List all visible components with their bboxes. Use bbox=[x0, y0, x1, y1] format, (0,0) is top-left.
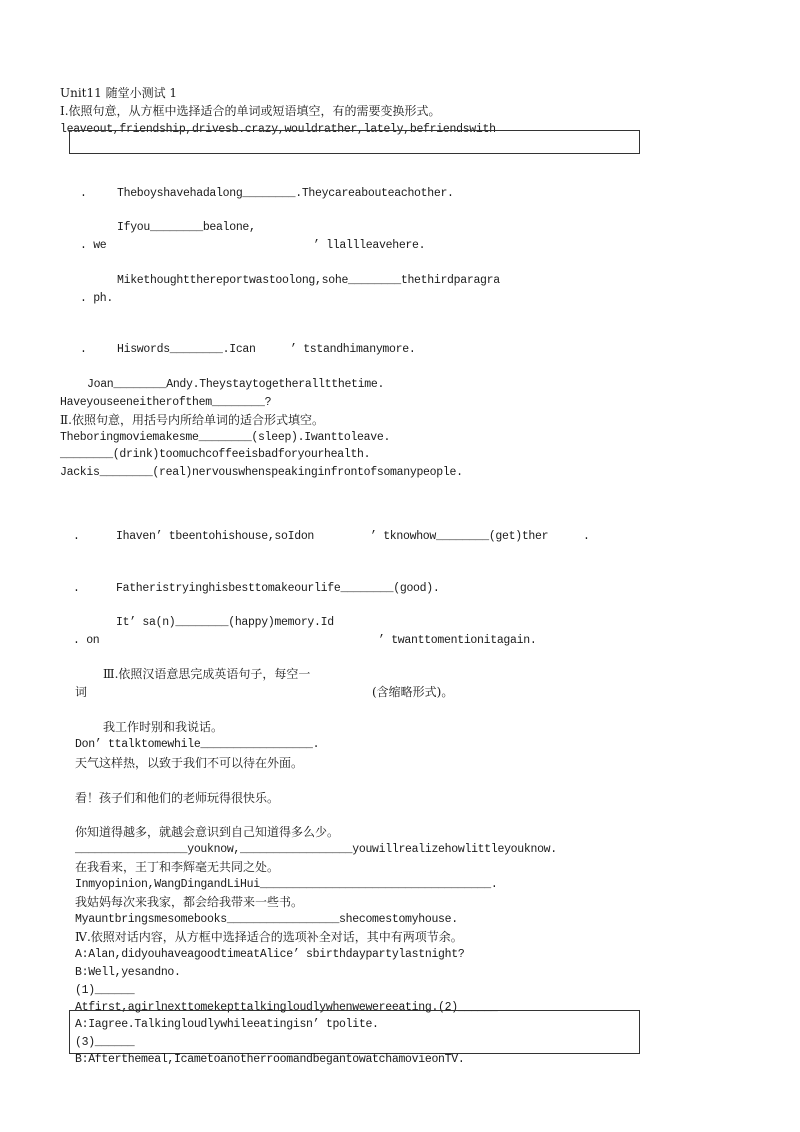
s3-q4-chinese: 你知道得越多，就越会意识到自己知道得多么少。 bbox=[75, 825, 340, 839]
s1-q6-text: Haveyouseeneitherofthem________? bbox=[60, 396, 272, 409]
s1-q4-text: Hiswords________.Ican bbox=[117, 343, 256, 356]
s2-q1-text: Theboringmoviemakesme________(sleep).Iwanttoleave. bbox=[60, 431, 391, 444]
s3-q6-english: Myauntbringsmesomebooks_________________shecomestomyhouse. bbox=[75, 913, 458, 926]
s2-q4-text: Ihaven’ tbeentohishouse,soIdon bbox=[116, 530, 315, 543]
page-title: Unit11 随堂小测试 1 bbox=[60, 86, 178, 100]
section1-heading: Ⅰ.依照句意，从方框中选择适合的单词或短语填空，有的需要变换形式。 bbox=[60, 104, 441, 118]
section4-heading: Ⅳ.依照对话内容，从方框中选择适合的选项补全对话，其中有两项节余。 bbox=[75, 930, 463, 944]
s1-q2-continuation: ’ llallleavehere. bbox=[313, 239, 426, 252]
section3-heading-note: (含缩略形式)。 bbox=[372, 685, 454, 699]
s1-q1-number: . bbox=[80, 187, 87, 200]
dialog-line-5: A:Iagree.Talkingloudlywhileeatingisn’ tpolite. bbox=[75, 1018, 379, 1031]
dialog-options-box bbox=[69, 1010, 640, 1054]
s1-q1-text: Theboyshavehadalong________.Theycareabouteachother. bbox=[117, 187, 454, 200]
s1-q2-text: Ifyou________bealone, bbox=[117, 221, 256, 234]
s1-q2-number: . we bbox=[80, 239, 107, 252]
s2-q3-text: Jackis________(real)nervouswhenspeakinginfrontofsomanypeople. bbox=[60, 466, 463, 479]
s2-q5-text: Fatheristryinghisbesttomakeourlife________(good). bbox=[116, 582, 440, 595]
s3-q6-chinese: 我姑妈每次来我家，都会给我带来一些书。 bbox=[75, 895, 304, 909]
s3-q3-chinese: 看！孩子们和他们的老师玩得很快乐。 bbox=[75, 791, 280, 805]
dialog-line-2: B:Well,yesandno. bbox=[75, 966, 181, 979]
s2-q6-continuation: ’ twanttomentionitagain. bbox=[378, 634, 537, 647]
dialog-line-7: B:Afterthemeal,IcametoanotherroomandbegantowatchamovieonTV. bbox=[75, 1053, 465, 1066]
s2-q4-continuation: ’ tknowhow________(get)ther bbox=[370, 530, 549, 543]
s2-q5-number: . bbox=[73, 582, 80, 595]
s2-q6-text: It’ sa(n)________(happy)memory.Id bbox=[116, 616, 334, 629]
s1-q3-continuation: . ph. bbox=[80, 292, 114, 305]
s2-q2-text: ________(drink)toomuchcoffeeisbadforyourhealth. bbox=[60, 448, 371, 461]
s1-q3-text: Mikethoughtthereportwastoolong,sohe________thethirdparagra bbox=[117, 274, 500, 287]
dialog-line-3: (1)______ bbox=[75, 984, 135, 997]
word-bank-box bbox=[69, 130, 640, 154]
dialog-line-1: A:Alan,didyouhaveagoodtimeatAlice’ sbirthdaypartylastnight? bbox=[75, 948, 465, 961]
section3-heading-cont: 词 bbox=[75, 685, 88, 699]
s3-q5-english: Inmyopinion,WangDingandLiHui___________________________________. bbox=[75, 878, 498, 891]
s1-q5-text: Joan________Andy.Theystaytogetheralltthetime. bbox=[87, 378, 385, 391]
s2-q6-number: . on bbox=[73, 634, 100, 647]
s3-q1-chinese: 我工作时别和我说话。 bbox=[103, 720, 224, 734]
section2-heading: Ⅱ.依照句意，用括号内所给单词的适合形式填空。 bbox=[60, 413, 324, 427]
s2-q4-end: . bbox=[583, 530, 590, 543]
dialog-line-6: (3)______ bbox=[75, 1036, 135, 1049]
s1-q4-continuation: ’ tstandhimanymore. bbox=[290, 343, 416, 356]
s3-q1-english: Don’ ttalktomewhile_________________. bbox=[75, 738, 320, 751]
s3-q4-english: _________________youknow,_________________youwillrealizehowlittleyouknow. bbox=[75, 843, 557, 856]
section3-heading: Ⅲ.依照汉语意思完成英语句子，每空一 bbox=[103, 667, 311, 681]
s2-q4-number: . bbox=[73, 530, 80, 543]
dialog-line-4: Atfirst,agirlnexttomekepttalkingloudlywhenwewereeating.(2)______ bbox=[75, 1001, 498, 1014]
s3-q5-chinese: 在我看来，王丁和李辉毫无共同之处。 bbox=[75, 860, 280, 874]
s3-q2-chinese: 天气这样热，以致于我们不可以待在外面。 bbox=[75, 756, 304, 770]
word-bank-text: leaveout,friendship,drivesb.crazy,wouldrather,lately,befriendswith bbox=[60, 123, 496, 136]
s1-q4-number: . bbox=[80, 343, 87, 356]
